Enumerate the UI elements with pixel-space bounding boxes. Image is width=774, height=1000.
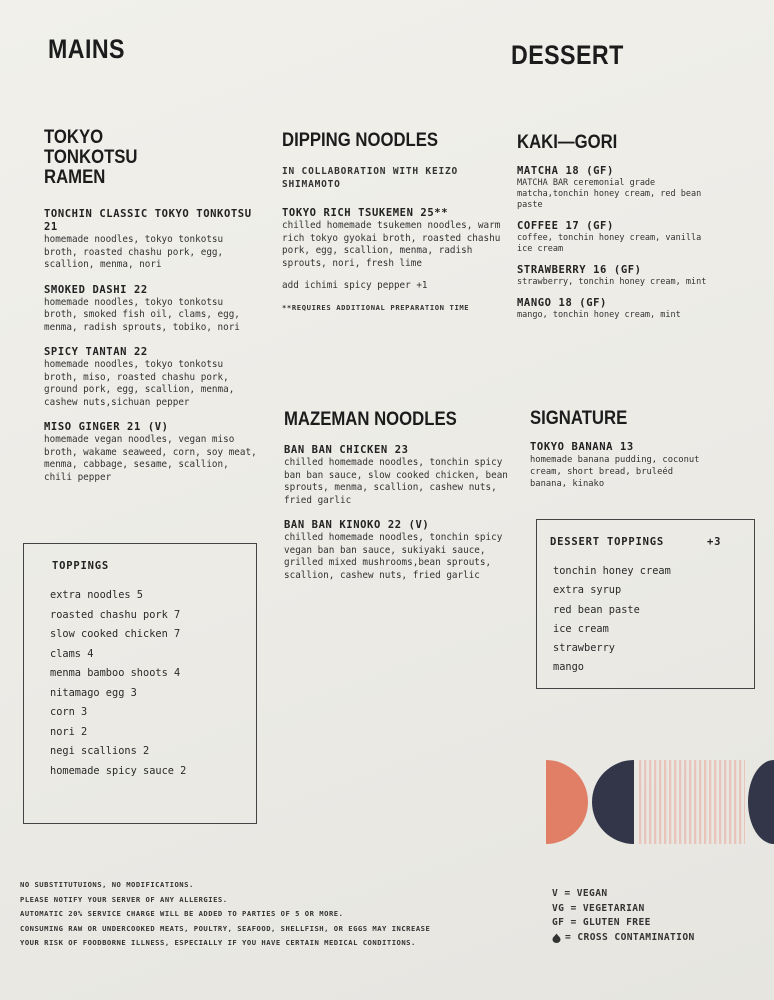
item-name: BAN BAN CHICKEN 23 <box>284 444 409 456</box>
topping-item: homemade spicy sauce 2 <box>50 764 187 777</box>
mazeman-noodles-section <box>284 410 512 594</box>
menu-item <box>517 264 707 288</box>
item-name: COFFEE 17 (GF) <box>517 220 614 232</box>
topping-item: nitamago egg 3 <box>50 686 137 699</box>
fine-print-line: PLEASE NOTIFY YOUR SERVER OF ANY ALLERGIES. <box>20 894 228 904</box>
dessert-toppings-title: DESSERT TOPPINGS <box>550 536 664 548</box>
dessert-topping-item: strawberry <box>553 642 615 655</box>
menu-item <box>44 284 259 335</box>
signature-section <box>530 409 715 490</box>
item-description: chilled homemade noodles, tonchin spicy ban ban sauce, slow cooked chicken, bean sprouts, menma, scallion, cashew nuts, fried garlic <box>284 457 508 506</box>
dessert-topping-item: tonchin honey cream <box>553 565 671 577</box>
section-title: DIPPING NOODLES <box>282 130 439 151</box>
topping-item: slow cooked chicken 7 <box>50 628 181 640</box>
kaki-gori-section <box>517 133 707 330</box>
topping-item: clams 4 <box>50 647 94 660</box>
menu-item <box>517 297 707 321</box>
section-title: KAKI—GORI <box>517 132 618 153</box>
section-title: TOKYO TONKOTSU RAMEN <box>44 127 138 188</box>
fine-print-line: NO SUBSTITUTUIONS, NO MODIFICATIONS. <box>20 880 194 889</box>
toppings-title: TOPPINGS <box>52 560 109 572</box>
navy-edge-shape <box>748 760 774 844</box>
item-name: STRAWBERRY 16 (GF) <box>517 264 642 276</box>
item-description: homemade banana pudding, coconut cream, short bread, bruleéd banana, kinako <box>530 455 700 489</box>
item-name: MANGO 18 (GF) <box>517 297 607 309</box>
topping-item: nori 2 <box>50 725 88 738</box>
tokyo-tonkotsu-section <box>44 128 259 496</box>
menu-item <box>44 421 259 484</box>
menu-item <box>517 220 707 255</box>
navy-half-circle <box>592 760 634 844</box>
section-title: SIGNATURE <box>530 408 628 429</box>
legend-vegan: V = VEGAN <box>552 888 608 899</box>
item-description: coffee, tonchin honey cream, vanilla ice cream <box>517 233 702 254</box>
item-name: BAN BAN KINOKO 22 (V) <box>284 519 430 531</box>
item-description: mango, tonchin honey cream, mint <box>517 310 681 320</box>
fine-print <box>20 878 430 951</box>
menu-item <box>44 346 259 409</box>
fine-print-line: AUTOMATIC 20% SERVICE CHARGE WILL BE ADDED TO PARTIES OF 5 OR MORE. <box>20 909 344 918</box>
decorative-shapes <box>544 758 774 846</box>
striped-block <box>637 760 745 844</box>
dessert-heading: DESSERT <box>511 40 624 70</box>
toppings-list <box>50 586 186 781</box>
dipping-noodles-section <box>282 131 507 312</box>
legend-cross-contamination <box>552 931 695 946</box>
item-description: MATCHA BAR ceremonial grade matcha,tonchin honey cream, red bean paste <box>517 178 702 210</box>
dietary-legend <box>552 887 695 945</box>
legend-vegetarian: VG = VEGETARIAN <box>552 902 645 914</box>
item-description: homemade noodles, tokyo tonkotsu broth, roasted chashu pork, egg, scallion, menma, nori <box>44 234 224 270</box>
topping-item: corn 3 <box>50 706 88 718</box>
item-description: homemade noodles, tokyo tonkotsu broth, miso, roasted chashu pork, ground pork, egg, scallion, menma, cashew nuts,sichuan pepper <box>44 359 235 408</box>
preparation-footnote: **REQUIRES ADDITIONAL PREPARATION TIME <box>282 302 470 312</box>
item-name: TOKYO BANANA 13 <box>530 441 634 453</box>
topping-item: extra noodles 5 <box>50 589 143 601</box>
dessert-toppings-price: +3 <box>707 536 722 548</box>
item-description: homemade vegan noodles, vegan miso broth, wakame seaweed, corn, soy meat, menma, cabbage, sesame, scallion, chili pepper <box>44 434 257 483</box>
coral-half-circle <box>546 760 588 844</box>
item-name: TOKYO RICH TSUKEMEN 25** <box>282 207 449 219</box>
menu-item <box>44 208 259 272</box>
dessert-topping-item: extra syrup <box>553 584 622 597</box>
item-name: MATCHA 18 (GF) <box>517 165 614 177</box>
item-name: SMOKED DASHI 22 <box>44 283 148 296</box>
topping-item: roasted chashu pork 7 <box>50 608 181 621</box>
fine-print-line: CONSUMING RAW OR UNDERCOOKED MEATS, POULTRY, SEAFOOD, SHELLFISH, OR EGGS MAY INCREASE <box>20 923 431 933</box>
dessert-toppings-box <box>536 519 755 689</box>
topping-item: negi scallions 2 <box>50 745 150 757</box>
item-description: homemade noodles, tokyo tonkotsu broth, smoked fish oil, clams, egg, menma, radish sprouts, tobiko, nori <box>44 296 240 333</box>
item-description: strawberry, tonchin honey cream, mint <box>517 277 707 287</box>
mains-heading: MAINS <box>48 34 125 64</box>
menu-item <box>517 165 707 211</box>
legend-label: = CROSS CONTAMINATION <box>565 931 695 943</box>
dessert-topping-item: ice cream <box>553 622 609 635</box>
legend-gluten-free: GF = GLUTEN FREE <box>552 917 651 928</box>
item-name: TONCHIN CLASSIC TOKYO TONKOTSU 21 <box>44 208 252 233</box>
menu-item <box>284 519 512 582</box>
menu-item <box>284 444 512 507</box>
addon-note: add ichimi spicy pepper +1 <box>282 280 428 291</box>
item-name: MISO GINGER 21 (V) <box>44 421 169 433</box>
topping-item: menma bamboo shoots 4 <box>50 667 181 679</box>
toppings-box <box>23 543 257 824</box>
section-title: MAZEMAN NOODLES <box>284 409 457 430</box>
item-description: chilled homemade noodles, tonchin spicy vegan ban ban sauce, sukiyaki sauce, grilled mixed mushrooms,bean sprouts, scallion, cashew nuts, fried garlic <box>284 532 503 581</box>
fine-print-line: YOUR RISK OF FOODBORNE ILLNESS, ESPECIALLY IF YOU HAVE CERTAIN MEDICAL CONDITIONS. <box>20 938 416 947</box>
dessert-topping-item: mango <box>553 661 584 674</box>
item-name: SPICY TANTAN 22 <box>44 346 148 358</box>
collaboration-note: IN COLLABORATION WITH KEIZO SHIMAMOTO <box>282 166 459 190</box>
item-description: chilled homemade tsukemen noodles, warm rich tokyo gyokai broth, roasted chashu pork, egg, scallion, menma, radish sprouts, nori, fresh lime <box>282 220 501 269</box>
cross-contamination-icon <box>552 933 561 942</box>
dessert-toppings-list <box>553 562 671 678</box>
dessert-topping-item: red bean paste <box>553 603 640 616</box>
